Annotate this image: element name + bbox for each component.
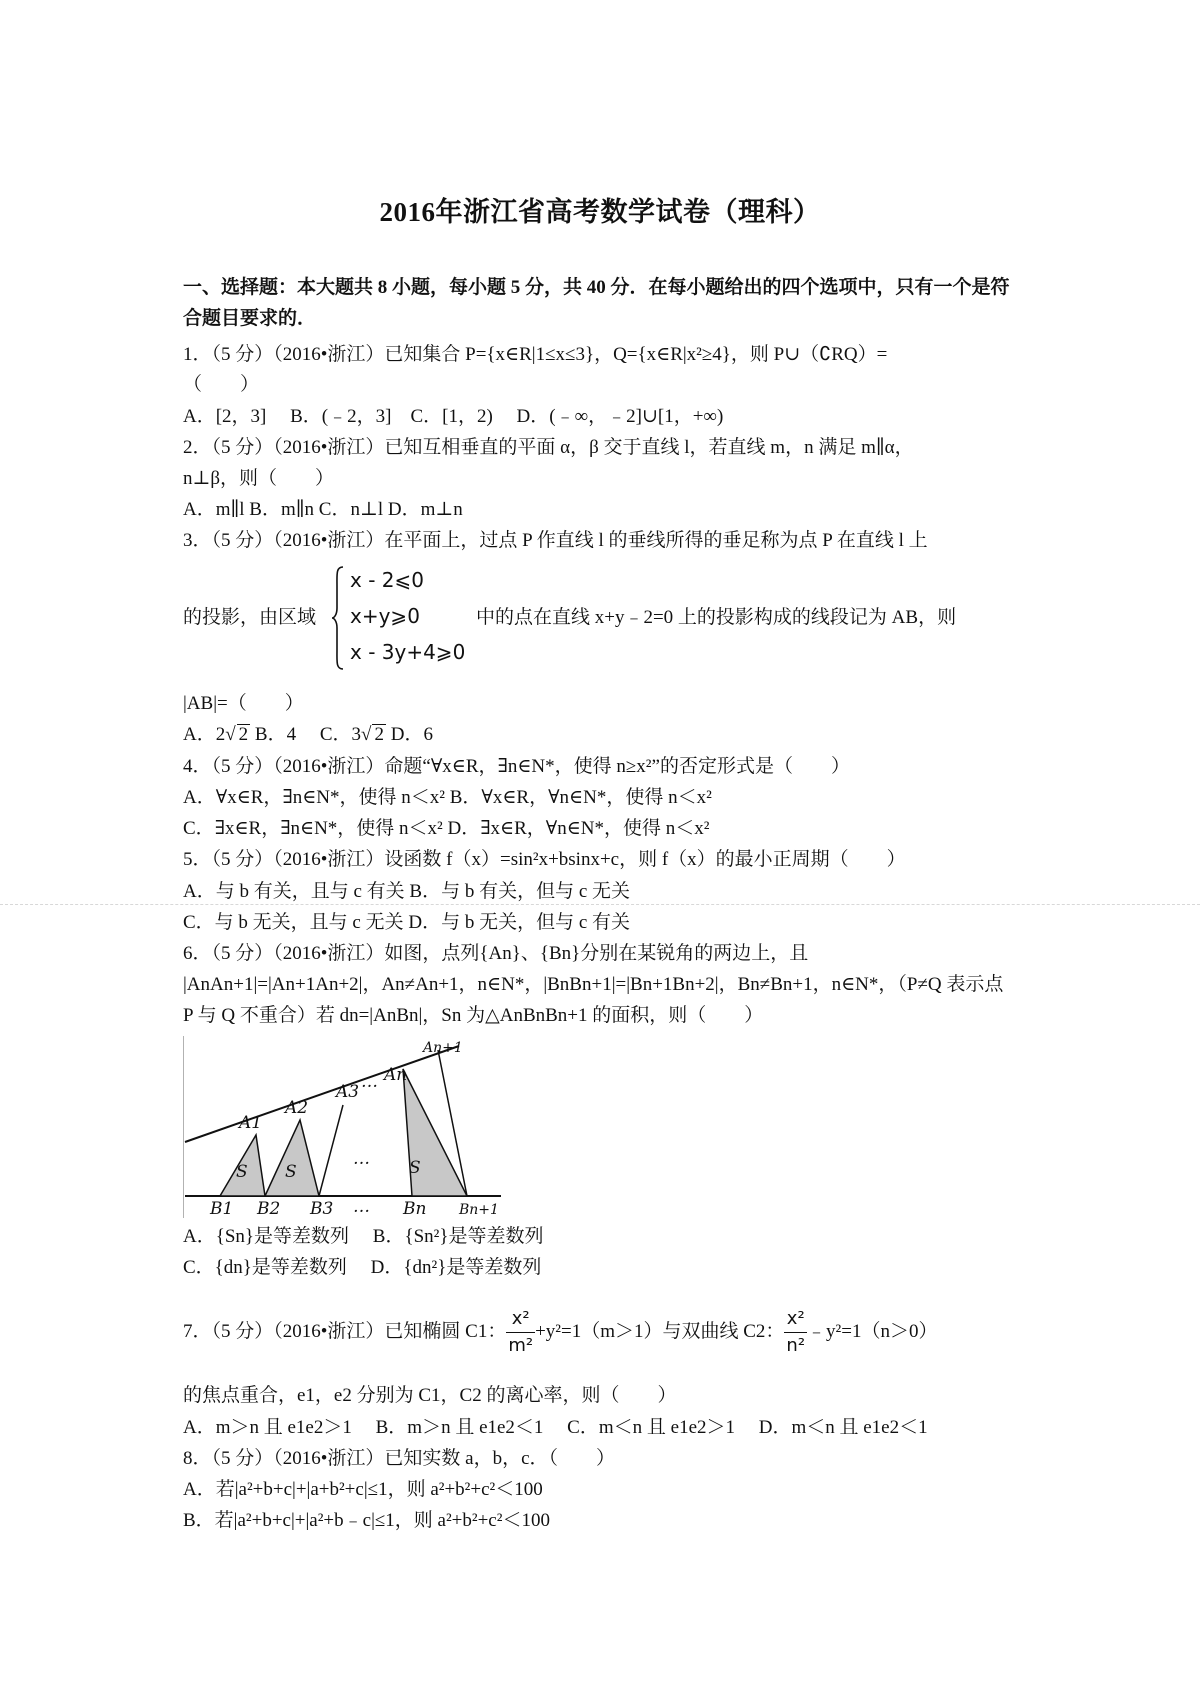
option-bc-text: B．4 C．3 [250, 724, 362, 745]
fraction-den-2: n² [786, 1335, 806, 1357]
question-5-stem: 5．（5 分）（2016•浙江）设函数 f（x）=sin²x+bsinx+c，则 f（x）的最小正周期（ ） [183, 849, 906, 870]
inequality-1: x - 2⩽0 [350, 568, 424, 592]
question-4-stem: 4．（5 分）（2016•浙江）命题“∀x∈R，∃n∈N*，使得 n≥x²”的否定形式是（ ） [183, 756, 850, 777]
label-bn: Bn [403, 1199, 427, 1218]
fraction-num-2: x² [784, 1306, 807, 1333]
label-dots-bottom: … [353, 1197, 370, 1217]
question-2-stem-cont: n⊥β，则（ ） [183, 468, 335, 489]
label-b2: B2 [257, 1199, 281, 1218]
label-sn: S [409, 1158, 421, 1178]
question-6-stem-3: P 与 Q 不重合）若 dn=|AnBn|，Sn 为△AnBnBn+1 的面积，则（ ） [183, 1005, 764, 1026]
radicand: 2 [238, 724, 249, 745]
question-7-stem [183, 1302, 937, 1362]
question-6-stem-1: 6．（5 分）（2016•浙江）如图，点列{An}、{Bn}分别在某锐角的两边上，且 [183, 943, 809, 964]
label-b3: B3 [310, 1199, 334, 1218]
question-6-options-1: A．{Sn}是等差数列 B．{Sn²}是等差数列 [183, 1226, 544, 1247]
fraction-num-1: x² [506, 1306, 535, 1333]
question-1-options: A．[2，3] B．(﹣2，3] C．[1，2) D．(﹣∞，﹣2]∪[1，+∞) [183, 406, 724, 427]
label-an: An [384, 1065, 408, 1085]
label-an1: An+1 [423, 1040, 463, 1056]
label-a1: A1 [239, 1113, 263, 1133]
fraction-ellipse [506, 1306, 535, 1359]
sqrt-symbol-2: √ 2 [361, 724, 384, 745]
question-3-ab: |AB|=（ ） [183, 693, 304, 714]
question-5-options-2: C．与 b 无关，且与 c 无关 D．与 b 无关，但与 c 有关 [183, 912, 631, 933]
question-7-post: ﹣y²=1（n＞0） [807, 1321, 938, 1342]
question-7-mid: +y²=1（m＞1）与双曲线 C2： [535, 1321, 785, 1342]
page-divider [0, 904, 1200, 905]
question-1-paren: （ ） [183, 374, 260, 395]
inequality-3: x - 3y+4⩾0 [350, 640, 466, 664]
question-6-stem-2: |AnAn+1|=|An+1An+2|，An≠An+1，n∈N*，|BnBn+1|=|Bn+1Bn+2|，Bn≠Bn+1，n∈N*，（P≠Q 表示点 [183, 974, 1004, 995]
fraction-hyperbola [784, 1306, 807, 1359]
sequence-figure [183, 1036, 505, 1218]
question-8-stem: 8．（5 分）（2016•浙江）已知实数 a，b，c．（ ） [183, 1448, 616, 1469]
section-heading: 一、选择题：本大题共 8 小题，每小题 5 分，共 40 分．在每小题给出的四个选项中，只有一个是符合题目要求的． [183, 277, 1010, 329]
question-2-options: A．m∥l B．m∥n C．n⊥l D．m⊥n [183, 499, 463, 520]
option-a-text: A．2 [183, 724, 226, 745]
label-s1: S [236, 1162, 248, 1182]
question-1-stem: 1．（5 分）（2016•浙江）已知集合 P={x∈R|1≤x≤3}，Q={x∈R|x²≥4}，则 P∪（∁RQ）= [183, 344, 888, 365]
question-3-post: 中的点在直线 x+y﹣2=0 上的投影构成的线段记为 AB，则 [476, 607, 957, 628]
sqrt-symbol: √ 2 [225, 724, 249, 745]
question-8-option-a: A．若|a²+b+c|+|a+b²+c|≤1，则 a²+b²+c²＜100 [183, 1479, 543, 1500]
question-5-options-1: A．与 b 有关，且与 c 有关 B．与 b 有关，但与 c 无关 [183, 881, 631, 902]
question-7-stem-2: 的焦点重合，e1，e2 分别为 C1，C2 的离心率，则（ ） [183, 1385, 677, 1406]
inequality-2: x+y⩾0 [350, 604, 420, 628]
label-b1: B1 [210, 1199, 234, 1218]
fraction-den-1: m² [508, 1335, 534, 1357]
inequality-system [332, 566, 466, 670]
question-8-option-b: B．若|a²+b+c|+|a²+b﹣c|≤1，则 a²+b²+c²＜100 [183, 1510, 550, 1531]
label-a2: A2 [285, 1098, 309, 1118]
option-d-text: D．6 [385, 724, 433, 745]
question-6-options-2: C．{dn}是等差数列 D．{dn²}是等差数列 [183, 1257, 542, 1278]
page-title: 2016年浙江省高考数学试卷（理科） [379, 197, 821, 227]
question-2-stem: 2．（5 分）（2016•浙江）已知互相垂直的平面 α，β 交于直线 l，若直线 m，n 满足 m∥α， [183, 437, 914, 458]
label-dots-top: … [361, 1072, 378, 1092]
label-a3: A3 [336, 1082, 360, 1102]
label-dots-mid: … [353, 1149, 370, 1169]
question-3-pre: 的投影，由区域 [183, 607, 317, 628]
question-3-stem: 3．（5 分）（2016•浙江）在平面上，过点 P 作直线 l 的垂线所得的垂足称为点 P 在直线 l 上 [183, 530, 928, 551]
question-4-options-2: C．∃x∈R，∃n∈N*，使得 n＜x² D．∃x∈R，∀n∈N*，使得 n＜x² [183, 818, 710, 839]
question-3-options [183, 723, 433, 747]
question-4-options-1: A．∀x∈R，∃n∈N*，使得 n＜x² B．∀x∈R，∀n∈N*，使得 n＜x² [183, 787, 712, 808]
left-brace-icon [332, 566, 344, 670]
label-bn1: Bn+1 [459, 1202, 499, 1218]
label-s2: S [285, 1162, 297, 1182]
radicand-2: 2 [374, 724, 384, 745]
question-7-pre: 7．（5 分）（2016•浙江）已知椭圆 C1： [183, 1321, 507, 1342]
question-7-options: A．m＞n 且 e1e2＞1 B．m＞n 且 e1e2＜1 C．m＜n 且 e1e2＞1 D．m＜n 且 e1e2＜1 [183, 1417, 928, 1438]
